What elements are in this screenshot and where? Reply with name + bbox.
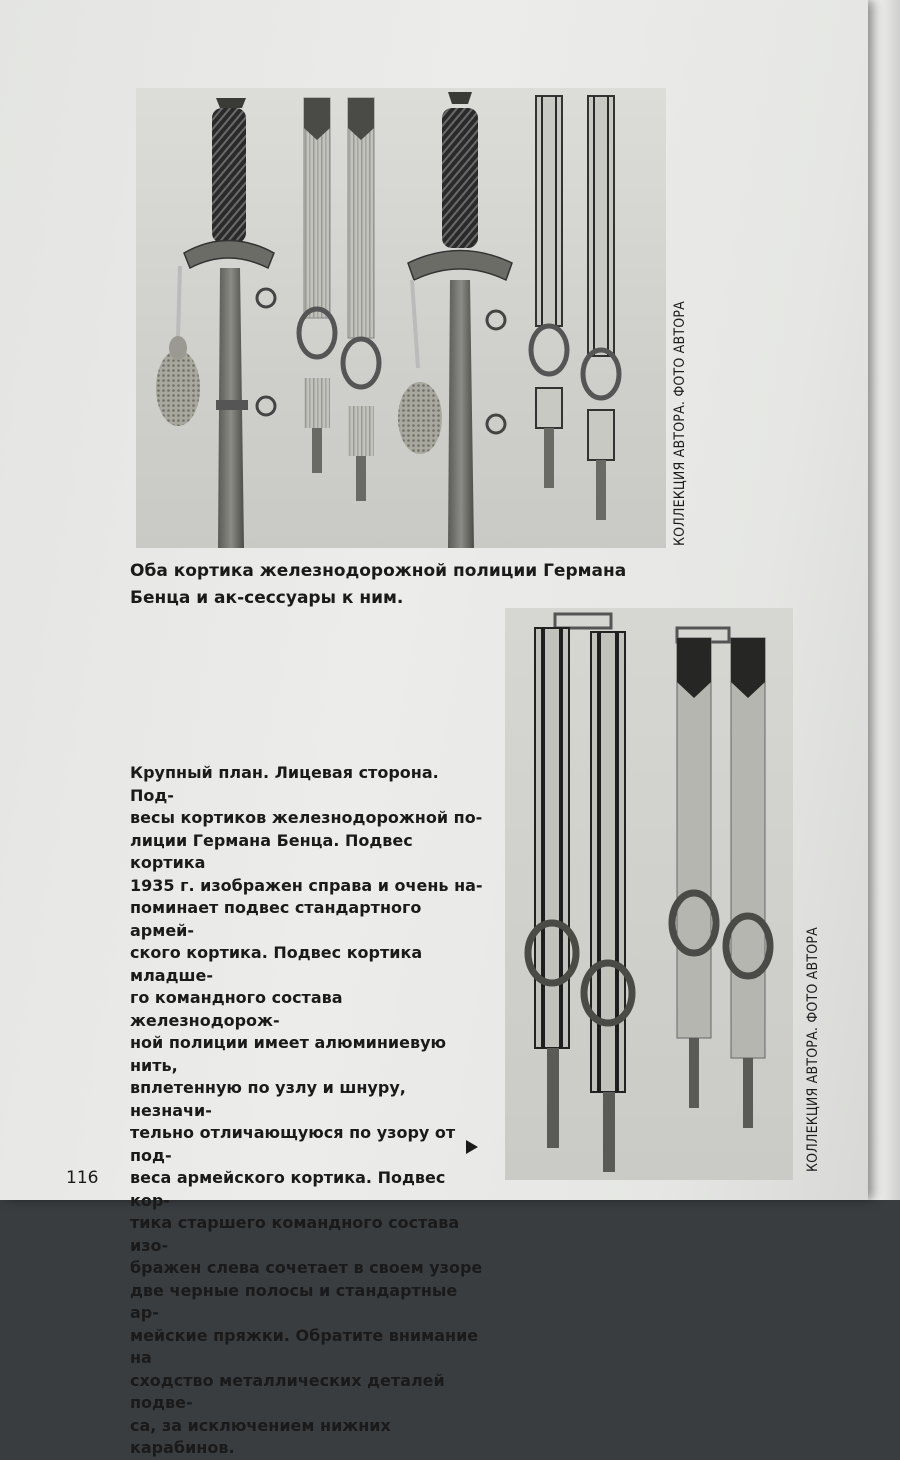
hangers-closeup-photo [505,608,793,1180]
page-number: 116 [66,1168,99,1188]
dagger-left [156,98,275,548]
hanger-pair-1 [299,98,379,501]
photo-caption: Оба кортика железнодорожной полиции Германа Бенца и ак-сессуары к ним. [130,561,627,608]
daggers-photo [136,88,666,548]
striped-hangers [528,614,632,1172]
plain-hangers [672,628,770,1128]
dagger-right [398,92,512,548]
photo-credit-bottom: КОЛЛЕКЦИЯ АВТОРА. ФОТО АВТОРА [805,927,821,1172]
photo-credit-top: КОЛЛЕКЦИЯ АВТОРА. ФОТО АВТОРА [672,301,688,546]
next-page-arrow-icon [466,1140,478,1154]
hanger-pair-2 [531,96,619,520]
body-paragraph: Крупный план. Лицевая сторона. Под- весы кортиков железнодорожной по- лиции Германа Бенца. Подвес кортика 1935 г. изображен справа и очень на- поминает подвес стандартного армей- ского кортика. Подвес кортика младше- го командного состава железнодорож- ной полиции имеет алюминиевую нить, вплетенную по узлу и шнуру, незначи- тельно отличающуюся по узору от под- веса армейского кортика. Подвес кор- тика старшего командного состава изо- бражен слева сочетает в своем узоре две черные полосы и стандартные ар- мейские пряжки. Обратите внимание на сходство металлических деталей подве- са, за исключением нижних карабинов. [130,763,483,1457]
hangers-illustration [505,608,793,1180]
daggers-illustration [136,88,666,548]
